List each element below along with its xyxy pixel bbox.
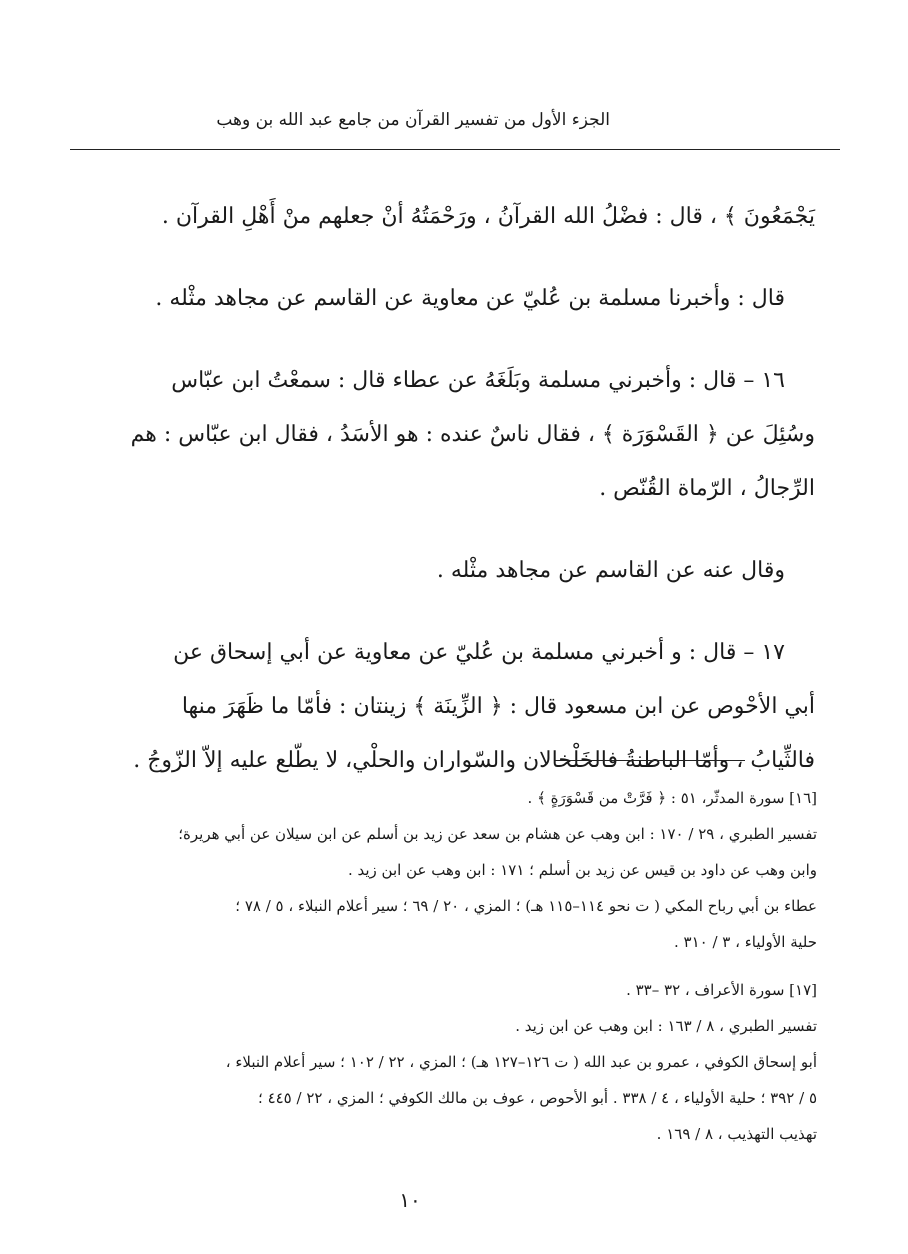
- footnote-line: عطاء بن أبي رباح المكي ( ت نحو ١١٤–١١٥ هـ) ؛ المزي ، ٢٠ / ٦٩ ؛ سير أعلام النبلاء ، ٥ / ٧٨ ؛: [235, 897, 817, 915]
- footnote-line: أبو إسحاق الكوفي ، عمرو بن عبد الله ( ت ١٢٦–١٢٧ هـ) ؛ المزي ، ٢٢ / ١٠٢ ؛ سير أعلام النبلاء ،: [225, 1053, 817, 1071]
- footnote-line: ٥ / ٣٩٢ ؛ حلية الأولياء ، ٤ / ٣٣٨ . أبو الأحوص ، عوف بن مالك الكوفي ؛ المزي ، ٢٢ / ٤٤٥ ؛: [258, 1089, 817, 1107]
- footnote-17-heading: [١٧] سورة الأعراف ، ٣٢ –٣٣ .: [626, 981, 817, 999]
- text-line: أبي الأحْوص عن ابن مسعود قال : ﴿ الزِّينَة ﴾ زينتان : فأمّا ما ظَهَرَ منها: [181, 694, 815, 719]
- text-line: قال : وأخبرنا مسلمة بن عُليّ عن معاوية عن القاسم عن مجاهد مثْله .: [155, 286, 785, 311]
- text-line: وسُئِلَ عن ﴿ القَسْوَرَة ﴾ ، فقال ناسٌ عنده : هو الأسَدُ ، فقال ابن عبّاس : هم: [130, 422, 815, 447]
- footnotes: [45, 780, 817, 1152]
- running-header: الجزء الأول من تفسير القرآن من جامع عبد الله بن وهب: [216, 110, 610, 130]
- paragraph-16-start: ١٦ – قال : وأخبرني مسلمة وبَلَغَهُ عن عطاء قال : سمعْتُ ابن عبّاس: [171, 368, 785, 393]
- paragraph-17-start: ١٧ – قال : و أخبرني مسلمة بن عُليّ عن معاوية عن أبي إسحاق عن: [173, 640, 785, 665]
- footnote-line: تفسير الطبري ، ٨ / ١٦٣ : ابن وهب عن ابن زيد .: [515, 1017, 817, 1035]
- text-line: يَجْمَعُونَ ﴾ ، قال : فضْلُ الله القرآنُ ، ورَحْمَتُهُ أنْ جعلهم منْ أَهْلِ القرآن .: [161, 204, 815, 229]
- text-line: وقال عنه عن القاسم عن مجاهد مثْله .: [436, 558, 785, 583]
- footnote-line: تفسير الطبري ، ٢٩ / ١٧٠ : ابن وهب عن هشام بن سعد عن زيد بن أسلم عن ابن سيلان عن أبي هريرة؛: [178, 825, 817, 843]
- footnote-line: تهذيب التهذيب ، ٨ / ١٦٩ .: [656, 1125, 817, 1143]
- page-number: ١٠: [399, 1188, 421, 1212]
- header-rule: [70, 149, 840, 150]
- footnote-line: وابن وهب عن داود بن قيس عن زيد بن أسلم ؛ ١٧١ : ابن وهب عن ابن زيد .: [347, 861, 817, 879]
- main-text: [95, 190, 815, 788]
- text-line: فالثِّيابُ ، وأمّا الباطنةُ فالخَلْخالان والسّواران والحلْي، لا يطّلع عليه إلاّ الزّوجُ .: [133, 748, 815, 773]
- text-line: الرِّجالُ ، الرّماة القُنّص .: [599, 476, 815, 501]
- footnote-16-heading: [١٦] سورة المدثّر، ٥١ : ﴿ فَرَّتْ من قَسْوَرَةٍ ﴾ .: [527, 789, 817, 807]
- footnote-line: حلية الأولياء ، ٣ / ٣١٠ .: [673, 933, 817, 951]
- footnote-separator: [555, 760, 745, 761]
